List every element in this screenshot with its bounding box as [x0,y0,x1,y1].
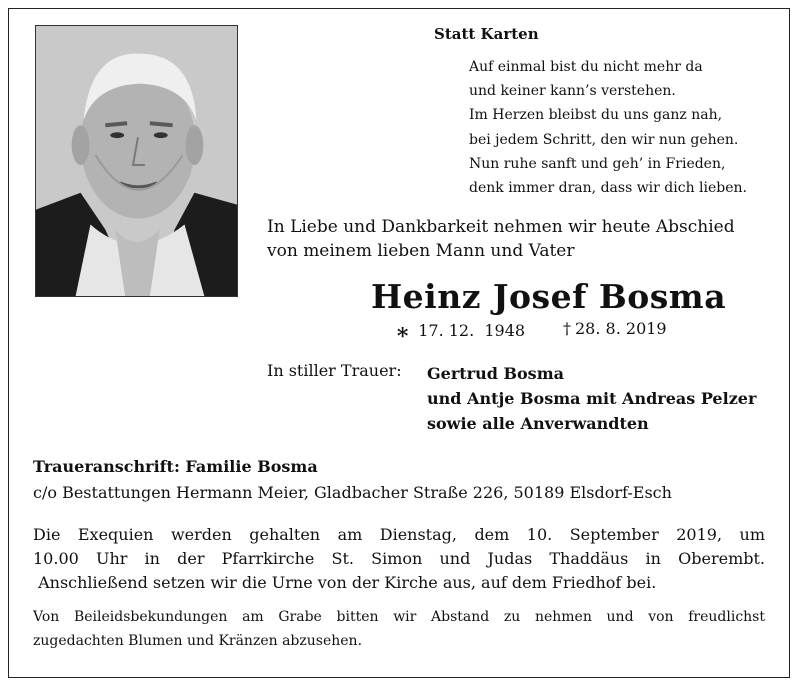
death-date [563,319,667,338]
condolence-line: zugedachten Blumen und Kränzen abzusehen. [33,633,363,649]
birth-date [395,319,525,345]
poem-line: Im Herzen bleibst du uns ganz nah, [469,107,723,124]
death-date-text: 28. 8. 2019 [575,319,667,338]
mourner-line: sowie alle Anverwandten [427,414,649,433]
address-line: c/o Bestattungen Hermann Meier, Gladbacher Straße 226, 50189 Elsdorf-Esch [33,483,672,502]
condolence-note [33,605,765,653]
poem-line: und keiner kann’s verstehen. [469,83,676,100]
death-cross-icon: † [563,319,571,338]
service-line: Anschließend setzen wir die Urne von der Kirche aus, auf dem Friedhof bei. [33,573,657,592]
service-line: Die Exequien werden gehalten am Dienstag, dem 10. September 2019, um [33,525,765,544]
intro-line: In Liebe und Dankbarkeit nehmen wir heute Abschied [267,217,735,237]
mourners-label: In stiller Trauer: [267,361,402,380]
poem-line: Auf einmal bist du nicht mehr da [469,59,703,75]
poem-line: Nun ruhe sanft und geh’ in Frieden, [469,155,726,172]
birth-star-icon: ∗ [395,319,411,345]
farewell-intro [267,215,735,263]
poem-line: bei jedem Schritt, den wir nun gehen. [469,131,739,148]
service-line: 10.00 Uhr in der Pfarrkirche St. Simon und Judas Thaddäus in Oberembt. [33,549,765,568]
mourner-line: und Antje Bosma mit Andreas Pelzer [427,389,757,408]
service-details [33,523,765,595]
condolence-line: Von Beileidsbekundungen am Grabe bitten wir Abstand zu nehmen und von freudlichst [33,609,765,625]
mourners-list [427,361,756,436]
poem [469,55,747,200]
mourner-line: Gertrud Bosma [427,364,564,383]
obituary-notice [8,8,790,678]
poem-line: denk immer dran, dass wir dich lieben. [469,180,748,197]
statt-karten-heading: Statt Karten [434,25,539,43]
address-title: Traueranschrift: Familie Bosma [33,457,318,476]
deceased-name: Heinz Josef Bosma [371,277,727,316]
intro-line: von meinem lieben Mann und Vater [267,241,575,261]
portrait-photo [35,25,238,297]
birth-date-text: 17. 12. 1948 [418,321,526,340]
